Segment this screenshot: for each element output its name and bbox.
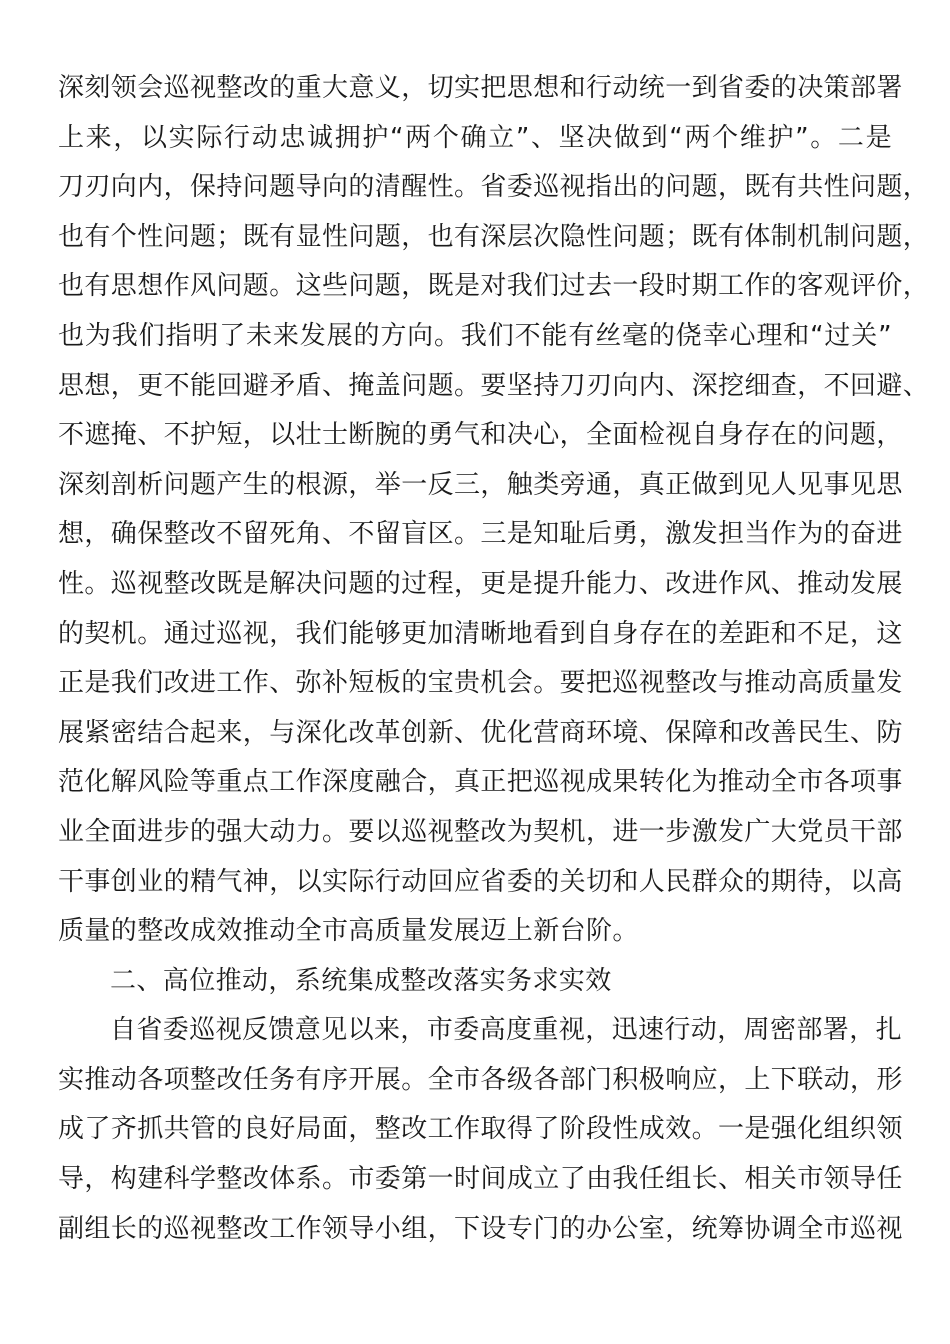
text-line: 深刻剖析问题产生的根源，举一反三，触类旁通，真正做到见人见事见思 <box>58 469 903 500</box>
text-line: 范化解风险等重点工作深度融合，真正把巡视成果转化为推动全市各项事 <box>58 767 903 798</box>
text-line: 展紧密结合起来，与深化改革创新、优化营商环境、保障和改善民生、防 <box>58 717 903 748</box>
text-line: 实推动各项整改任务有序开展。全市各级各部门积极响应，上下联动，形 <box>58 1064 903 1095</box>
text-line: 副组长的巡视整改工作领导小组，下设专门的办公室，统筹协调全市巡视 <box>58 1213 903 1244</box>
text-line: 干事创业的精气神，以实际行动回应省委的关切和人民群众的期待，以高 <box>58 866 903 897</box>
text-line: 上来，以实际行动忠诚拥护“两个确立”、坚决做到“两个维护”。二是 <box>58 122 892 153</box>
text-line: 想，确保整改不留死角、不留盲区。三是知耻后勇，激发担当作为的奋进 <box>58 519 903 550</box>
text-line: 性。巡视整改既是解决问题的过程，更是提升能力、改进作风、推动发展 <box>58 568 903 599</box>
text-line: 正是我们改进工作、弥补短板的宝贵机会。要把巡视整改与推动高质量发 <box>58 668 903 699</box>
text-line: 深刻领会巡视整改的重大意义，切实把思想和行动统一到省委的决策部署 <box>58 73 903 103</box>
text-line: 刀刃向内，保持问题导向的清醒性。省委巡视指出的问题，既有共性问题， <box>58 172 930 203</box>
text-line: 也为我们指明了未来发展的方向。我们不能有丝毫的侥幸心理和“过关” <box>58 320 892 351</box>
text-line: 自省委巡视反馈意见以来，市委高度重视，迅速行动，周密部署，扎 <box>110 1015 903 1046</box>
text-line: 成了齐抓共管的良好局面，整改工作取得了阶段性成效。一是强化组织领 <box>58 1114 903 1145</box>
text-line: 业全面进步的强大动力。要以巡视整改为契机，进一步激发广大党员干部 <box>58 816 903 847</box>
section-heading: 二、高位推动，系统集成整改落实务求实效 <box>110 965 612 996</box>
text-line: 也有思想作风问题。这些问题，既是对我们过去一段时期工作的客观评价， <box>58 271 930 302</box>
text-line: 导，构建科学整改体系。市委第一时间成立了由我任组长、相关市领导任 <box>58 1164 903 1195</box>
text-line: 质量的整改成效推动全市高质量发展迈上新台阶。 <box>58 916 639 947</box>
text-line: 不遮掩、不护短，以壮士断腕的勇气和决心，全面检视自身存在的问题， <box>58 420 903 451</box>
text-line: 的契机。通过巡视，我们能够更加清晰地看到自身存在的差距和不足，这 <box>58 618 903 649</box>
text-line: 也有个性问题；既有显性问题，也有深层次隐性问题；既有体制机制问题， <box>58 221 930 252</box>
text-line: 思想，更不能回避矛盾、掩盖问题。要坚持刀刃向内、深挖细查，不回避、 <box>58 370 930 401</box>
body-text <box>58 64 930 1254</box>
